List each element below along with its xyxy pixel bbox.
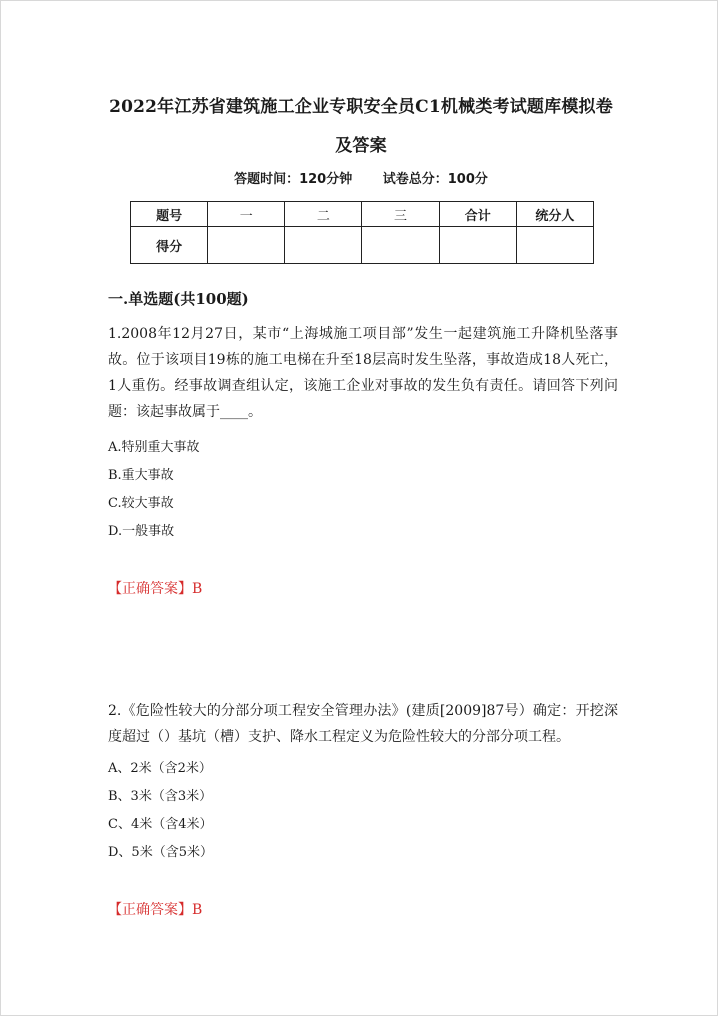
document-title-line2: 及答案 <box>335 136 387 156</box>
score-cell <box>285 227 362 264</box>
exam-time: 答题时间：120分钟 <box>234 172 353 187</box>
score-table-header-cell: 一 <box>208 202 285 227</box>
section-heading: 一.单选题(共100题) <box>108 290 249 308</box>
exam-meta <box>1 171 720 189</box>
question-1-option-a: A.特别重大事故 <box>108 440 200 455</box>
score-cell <box>439 227 516 264</box>
question-2-option-c: C、4米（含4米） <box>108 817 213 832</box>
question-1-option-d: D.一般事故 <box>108 524 175 539</box>
score-table-header-row <box>131 202 594 227</box>
score-table-header-cell: 统分人 <box>516 202 593 227</box>
question-1-stem: 1.2008年12月27日，某市“上海城施工项目部”发生一起建筑施工升降机坠落事故。位于该项目19栋的施工电梯在升至18层高时发生坠落，事故造成18人死亡，1人重伤。经事故调查组认定，该施工企业对事故的发生负有责任。请回答下列问题：该起事故属于____。 <box>108 326 618 420</box>
score-table-header-cell: 三 <box>362 202 439 227</box>
score-table <box>130 201 594 264</box>
question-2-option-a: A、2米（含2米） <box>108 761 212 776</box>
score-table-header-cell: 题号 <box>131 202 208 227</box>
question-1-answer: 【正确答案】B <box>108 581 203 597</box>
document-title-line1: 2022年江苏省建筑施工企业专职安全员C1机械类考试题库模拟卷 <box>109 97 613 117</box>
exam-total-score: 试卷总分：100分 <box>382 172 488 187</box>
question-1-option-b: B.重大事故 <box>108 468 174 483</box>
score-table-score-row <box>131 227 594 264</box>
score-table-header-cell: 二 <box>285 202 362 227</box>
score-cell <box>362 227 439 264</box>
score-row-label: 得分 <box>131 227 208 264</box>
score-cell <box>516 227 593 264</box>
question-2-stem: 2.《危险性较大的分部分项工程安全管理办法》(建质[2009]87号）确定：开挖深度超过（）基坑（槽）支护、降水工程定义为危险性较大的分部分项工程。 <box>108 703 618 745</box>
question-2-option-d: D、5米（含5米） <box>108 845 213 860</box>
question-2-answer: 【正确答案】B <box>108 902 203 918</box>
question-1-option-c: C.较大事故 <box>108 496 174 511</box>
score-cell <box>208 227 285 264</box>
score-table-header-cell: 合计 <box>439 202 516 227</box>
question-2-option-b: B、3米（含3米） <box>108 789 213 804</box>
